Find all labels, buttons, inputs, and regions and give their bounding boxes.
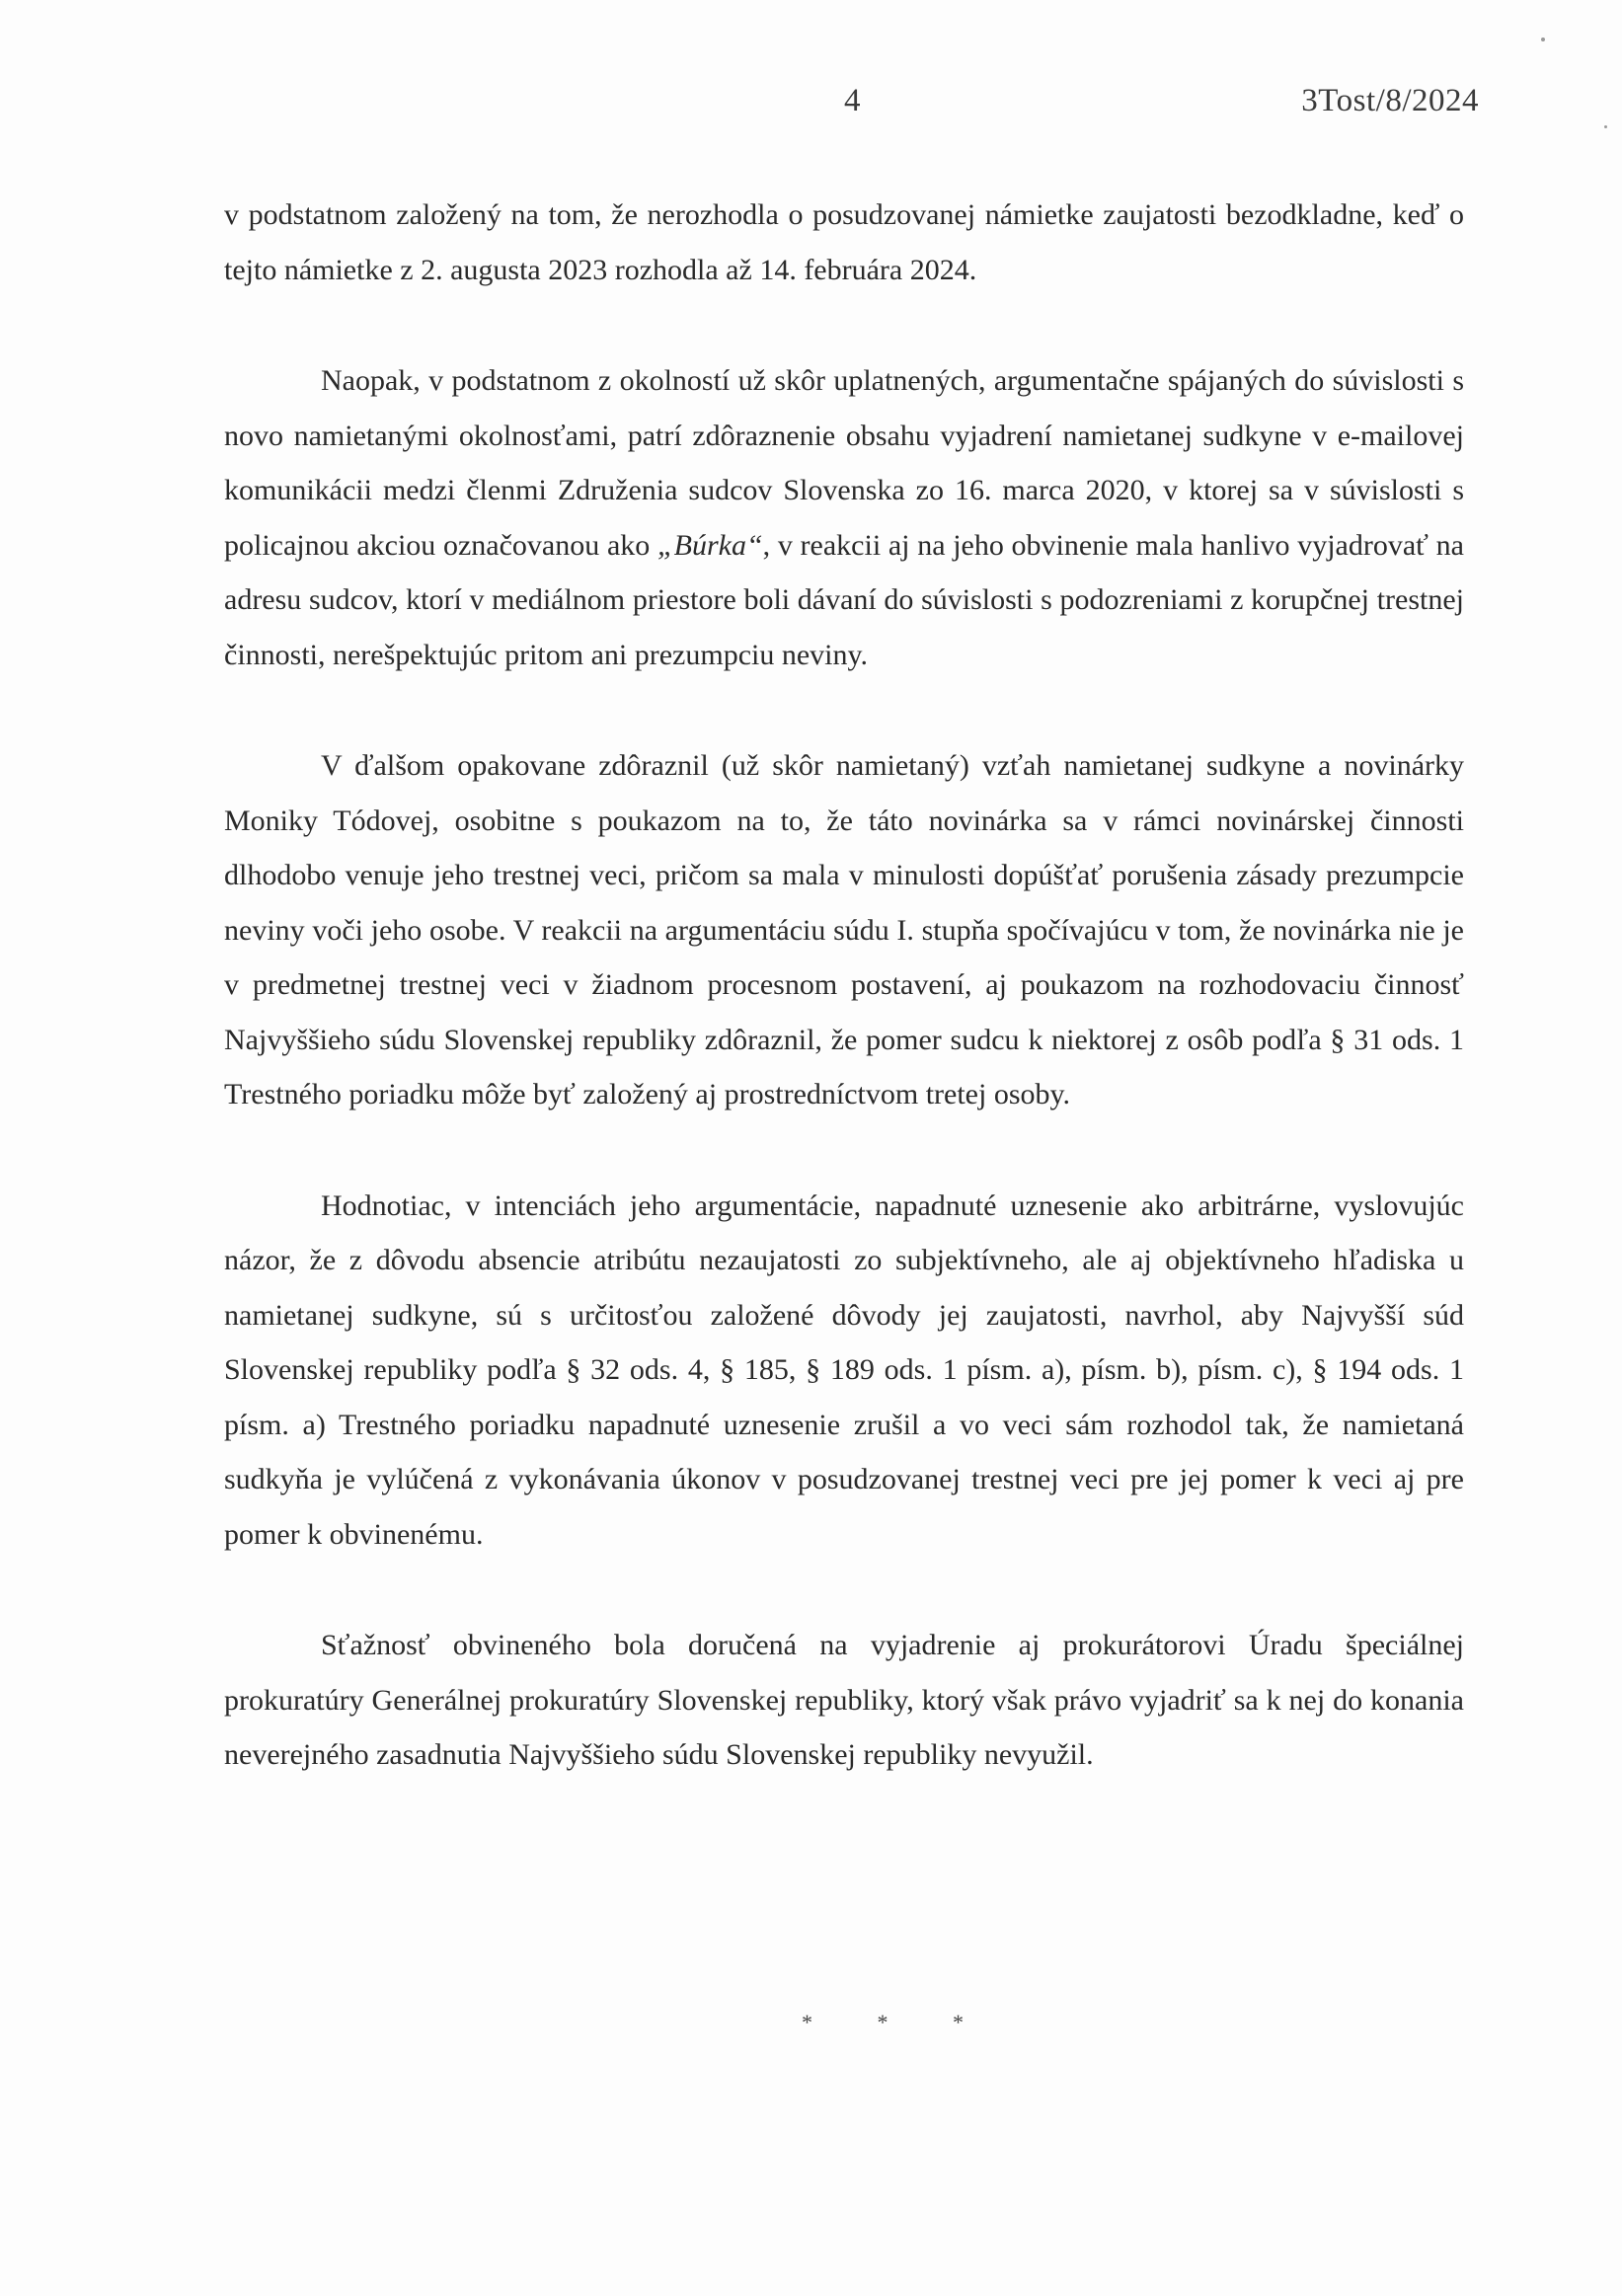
section-separator: * * * — [802, 2010, 993, 2034]
scan-speck — [1541, 38, 1545, 41]
paragraph-3: V ďalšom opakovane zdôraznil (už skôr namietaný) vzťah namietanej sudkyne a novinárky Moniky Tódovej, osobitne s poukazom na to, že táto novinárka sa v rámci novinárskej činnosti dlhodobo venuje jeho trestnej veci, pričom sa mala v minulosti dopúšťať porušenia zásady prezumpcie neviny voči jeho osobe. V reakcii na argumentáciu súdu I. stupňa spočívajúcu v tom, že novinárka nie je v predmetnej trestnej veci v žiadnom procesnom postavení, aj poukazom na rozhodovaciu činnosť Najvyššieho súdu Slovenskej republiky zdôraznil, že pomer sudcu k niektorej z osôb podľa § 31 ods. 1 Trestného poriadku môže byť založený aj prostredníctvom tretej osoby. — [224, 749, 1464, 1110]
paragraph-1: v podstatnom založený na tom, že nerozhodla o posudzovanej námietke zaujatosti bezodkladne, keď o tejto námietke z 2. augusta 2023 rozhodla až 14. februára 2024. — [224, 198, 1464, 286]
scan-speck — [1604, 125, 1607, 128]
paragraph-2 — [224, 353, 1464, 682]
paragraph-2-text-b: , v reakcii aj na jeho obvinenie mala hanlivo vyjadrovať na adresu sudcov, ktorí v mediálnom priestore boli dávaní do súvislosti s podozreniami z korupčnej trestnej činnosti, nerešpektujúc pritom ani prezumpciu neviny. — [224, 528, 1464, 671]
operation-name: „Búrka“ — [657, 528, 763, 562]
case-number: 3Tost/8/2024 — [1301, 83, 1479, 118]
paragraph-4: Hodnotiac, v intenciách jeho argumentácie, napadnuté uznesenie ako arbitrárne, vyslovujúc názor, že z dôvodu absencie atribútu nezaujatosti zo subjektívneho, ale aj objektívneho hľadiska u namietanej sudkyne, sú s určitosťou založené dôvody jej zaujatosti, navrhol, aby Najvyšší súd Slovenskej republiky podľa § 32 ods. 4, § 185, § 189 ods. 1 písm. a), písm. b), písm. c), § 194 ods. 1 písm. a) Trestného poriadku napadnuté uznesenie zrušil a vo veci sám rozhodol tak, že namietaná sudkyňa je vylúčená z vykonávania úkonov v posudzovanej trestnej veci pre jej pomer k veci aj pre pomer k obvinenému. — [224, 1188, 1464, 1551]
paragraph-5: Sťažnosť obvineného bola doručená na vyjadrenie aj prokurátorovi Úradu špeciálnej prokuratúry Generálnej prokuratúry Slovenskej republiky, ktorý však právo vyjadriť sa k nej do konania neverejného zasadnutia Najvyššieho súdu Slovenskej republiky nevyužil. — [224, 1629, 1464, 1771]
document-body — [224, 188, 1464, 1783]
page-number: 4 — [844, 83, 861, 118]
paragraph-2-text-a: Naopak, v podstatnom z okolností už skôr uplatnených, argumentačne spájaných do súvislosti s novo namietanými okolnosťami, patrí zdôraznenie obsahu vyjadrení namietanej sudkyne v e-mailovej komunikácii medzi členmi Združenia sudcov Slovenska zo 16. marca 2020, v ktorej sa v súvislosti s policajnou akciou označovanou ako — [224, 364, 1464, 562]
